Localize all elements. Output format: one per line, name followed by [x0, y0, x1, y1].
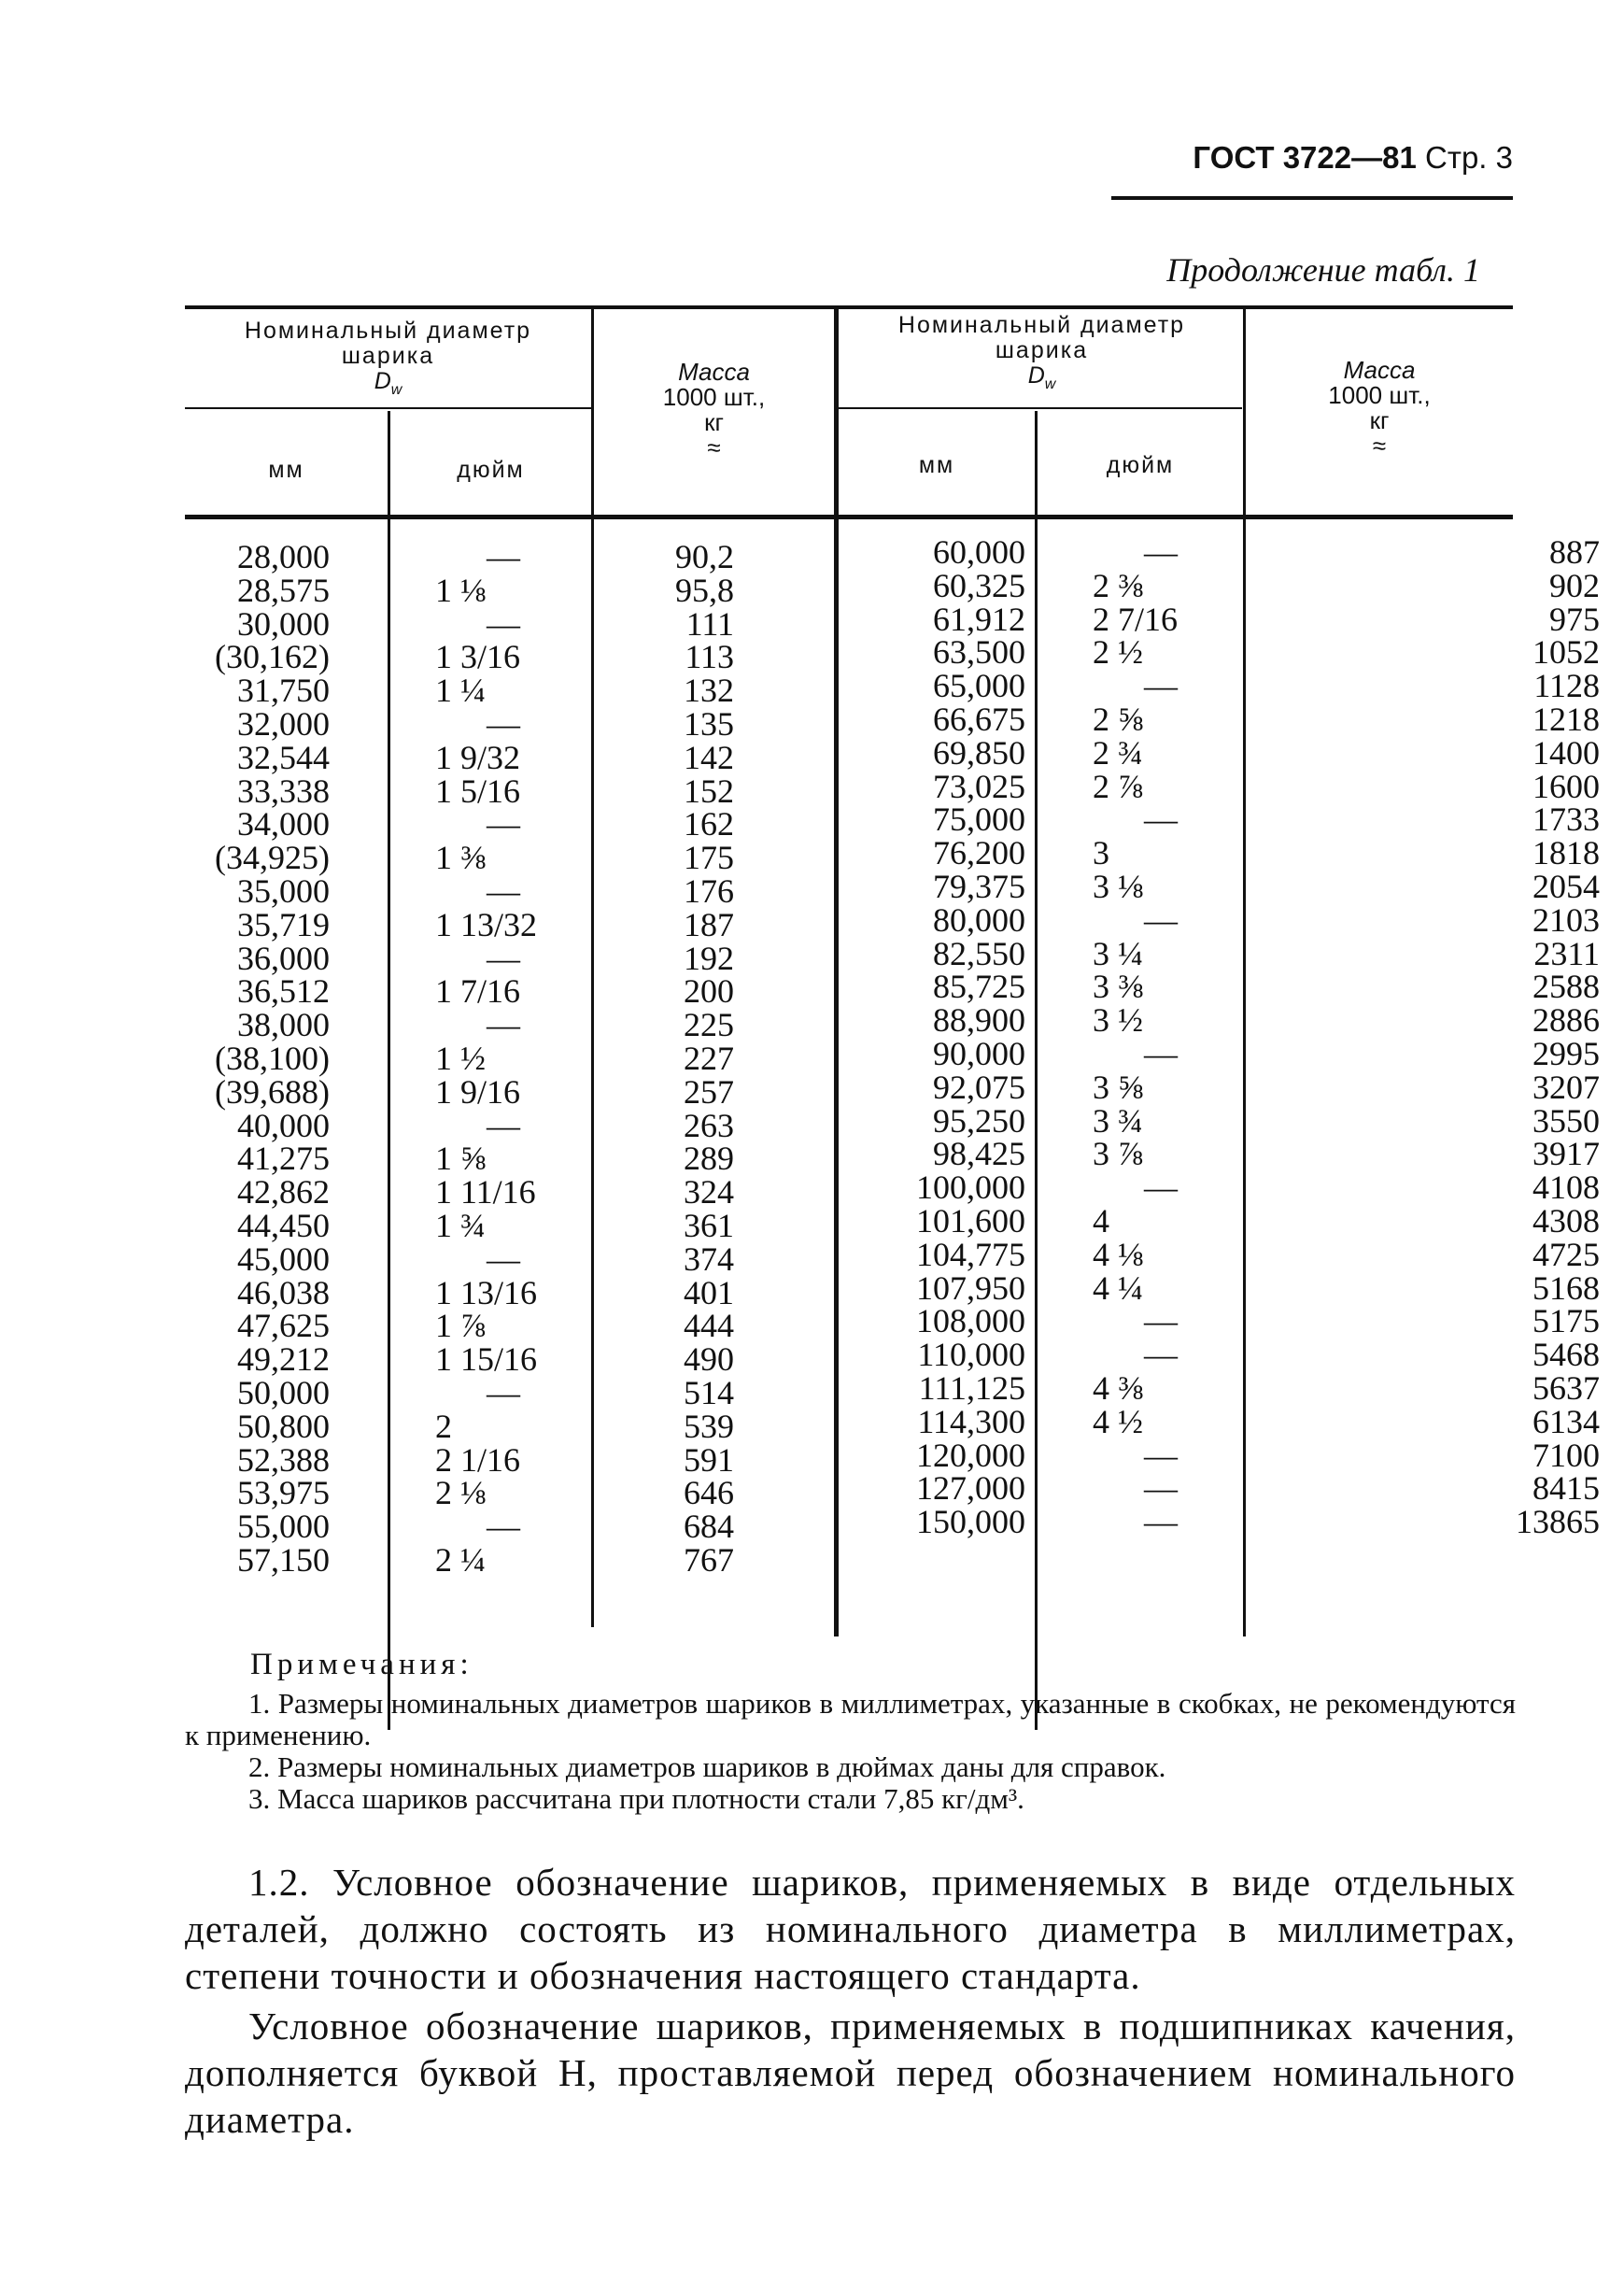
left-in-cell: 1 13/32 — [435, 905, 538, 943]
left-mm-cell: 35,719 — [237, 905, 330, 943]
left-mm-cell: 30,000 — [237, 604, 330, 643]
header-mm-left: мм — [268, 457, 304, 483]
header-mass-qty: 1000 шт., — [662, 383, 766, 411]
left-mass-cell: 324 — [684, 1173, 734, 1211]
right-mm-cell: 101,600 — [916, 1201, 1025, 1240]
left-mm-cell: 47,625 — [237, 1307, 330, 1345]
right-mm-cell: 98,425 — [933, 1135, 1025, 1173]
right-in-cell: — — [1144, 1336, 1178, 1374]
left-mm-cell: 34,000 — [237, 805, 330, 843]
right-in-cell: 3 — [1093, 834, 1109, 872]
header-inch-left: дюйм — [457, 457, 525, 483]
header-mass-unit: кг — [704, 408, 724, 436]
right-in-cell: 4 ⅛ — [1093, 1235, 1143, 1273]
header-mass-text: Масса — [678, 358, 750, 386]
left-mass-cell: 227 — [684, 1039, 734, 1077]
right-mm-cell: 120,000 — [916, 1436, 1025, 1474]
left-in-cell: 1 3/16 — [435, 638, 521, 676]
right-mass-cell: 5168 — [1532, 1268, 1600, 1307]
left-in-cell: — — [487, 604, 520, 643]
left-mm-cell: 38,000 — [237, 1006, 330, 1044]
right-in-cell: — — [1144, 1503, 1178, 1541]
symbol-w: w — [390, 382, 402, 398]
right-mass-cell: 5175 — [1532, 1302, 1600, 1340]
left-in-cell: 1 ⅞ — [435, 1307, 486, 1345]
right-in-cell: — — [1144, 667, 1178, 705]
right-mass-cell: 4725 — [1532, 1235, 1600, 1273]
left-mm-cell: 53,975 — [237, 1474, 330, 1512]
right-mm-cell: 110,000 — [917, 1336, 1025, 1374]
left-in-cell: — — [487, 939, 520, 977]
right-mass-column — [1371, 533, 1600, 1541]
left-mm-cell: 36,000 — [237, 939, 330, 977]
left-mm-cell: 40,000 — [237, 1106, 330, 1144]
symbol-dw — [185, 369, 591, 403]
approx-symbol: ≈ — [707, 433, 721, 461]
right-mm-cell: 150,000 — [916, 1503, 1025, 1541]
left-mm-cell: 32,000 — [237, 704, 330, 743]
left-mm-cell: (38,100) — [215, 1039, 330, 1077]
left-mass-cell: 225 — [684, 1006, 734, 1044]
table-continuation-label: Продолжение табл. 1 — [1166, 251, 1480, 289]
left-in-cell: 1 ½ — [435, 1039, 486, 1077]
left-in-cell: — — [487, 1240, 520, 1278]
left-mm-cell: (39,688) — [215, 1072, 330, 1111]
right-mass-cell: 6134 — [1532, 1402, 1600, 1440]
left-mass-cell: 200 — [684, 972, 734, 1011]
notes — [185, 1649, 1516, 1815]
left-mass-cell: 257 — [684, 1072, 734, 1111]
left-mass-cell: 490 — [684, 1340, 734, 1379]
header-mass-right — [1246, 358, 1513, 459]
header-diameter-text: Номинальный диаметр — [244, 318, 532, 344]
left-mass-cell: 162 — [684, 805, 734, 843]
header-mass-text: Масса — [1343, 356, 1416, 384]
note-2: 2. Размеры номинальных диаметров шариков в дюймах даны для справок. — [248, 1750, 1166, 1783]
right-mm-cell: 79,375 — [933, 867, 1025, 905]
right-mass-cell: 7100 — [1532, 1436, 1600, 1474]
header-diameter-left — [185, 319, 591, 403]
left-mass-cell: 401 — [684, 1273, 734, 1311]
symbol-d: D — [374, 368, 391, 394]
left-mass-cell: 444 — [684, 1307, 734, 1345]
right-mm-cell: 127,000 — [916, 1469, 1025, 1508]
left-in-cell: 2 ⅛ — [435, 1474, 486, 1512]
left-mm-column — [185, 538, 330, 1579]
left-in-cell: — — [487, 805, 520, 843]
right-inch-column — [1093, 533, 1233, 1541]
right-mm-cell: 107,950 — [916, 1268, 1025, 1307]
right-in-cell: 4 ⅜ — [1093, 1368, 1143, 1407]
left-mm-cell: 32,544 — [237, 738, 330, 776]
right-in-cell: 3 ⅜ — [1093, 968, 1143, 1006]
right-in-cell: 2 ½ — [1093, 633, 1143, 672]
right-mass-cell: 2995 — [1532, 1034, 1600, 1072]
left-mm-cell: 46,038 — [237, 1273, 330, 1311]
left-in-cell: — — [487, 1106, 520, 1144]
right-mm-cell: 82,550 — [933, 934, 1025, 972]
right-mass-cell: 1128 — [1533, 667, 1600, 705]
right-mm-cell: 111,125 — [918, 1368, 1025, 1407]
symbol-dw — [839, 363, 1245, 397]
left-mm-cell: 44,450 — [237, 1206, 330, 1244]
left-mass-cell: 263 — [684, 1106, 734, 1144]
left-mm-cell: 50,800 — [237, 1407, 330, 1445]
left-mm-cell: 45,000 — [237, 1240, 330, 1278]
left-mm-cell: 31,750 — [237, 672, 330, 710]
left-mm-cell: 41,275 — [237, 1140, 330, 1178]
approx-symbol: ≈ — [1372, 432, 1387, 460]
left-in-cell: — — [487, 871, 520, 910]
left-in-cell: 1 ¼ — [435, 672, 486, 710]
right-mass-cell: 4108 — [1532, 1169, 1600, 1207]
left-in-cell: 1 11/16 — [435, 1173, 536, 1211]
right-in-cell: 4 ½ — [1093, 1402, 1143, 1440]
left-mass-cell: 132 — [684, 672, 734, 710]
right-mm-cell: 95,250 — [933, 1101, 1025, 1140]
left-mm-cell: 55,000 — [237, 1508, 330, 1546]
header-ball-text: шарика — [995, 337, 1089, 363]
right-in-cell: 2 ¾ — [1093, 733, 1143, 772]
right-mass-cell: 13865 — [1516, 1503, 1600, 1541]
left-in-cell: 1 15/16 — [435, 1340, 538, 1379]
left-mm-cell: 52,388 — [237, 1440, 330, 1479]
right-mm-cell: 69,850 — [933, 733, 1025, 772]
left-mass-cell: 113 — [685, 638, 734, 676]
left-mm-cell: (30,162) — [215, 638, 330, 676]
right-in-cell: 4 — [1093, 1201, 1109, 1240]
right-in-cell: 3 ½ — [1093, 1001, 1143, 1040]
right-in-cell: — — [1144, 1034, 1178, 1072]
right-in-cell: 2 7/16 — [1093, 600, 1179, 638]
right-in-cell: 3 ¾ — [1093, 1101, 1143, 1140]
paragraph-1-2: 1.2. Условное обозначение шариков, применяемых в виде отдельных деталей, должно состоять из номинального диаметра в миллиметрах, степени точности и обозначения настоящего стандарта. — [185, 1861, 1516, 1997]
right-mm-cell: 114,300 — [917, 1402, 1025, 1440]
left-in-cell: 1 ⅝ — [435, 1140, 486, 1178]
left-mass-cell: 361 — [684, 1206, 734, 1244]
right-mass-cell: 2886 — [1532, 1001, 1600, 1040]
ball-table — [185, 294, 1600, 1639]
left-mass-cell: 646 — [684, 1474, 734, 1512]
left-in-cell: — — [487, 1508, 520, 1546]
standard-code: ГОСТ 3722—81 — [1193, 140, 1417, 175]
right-in-cell: — — [1144, 1436, 1178, 1474]
right-mass-cell: 2311 — [1533, 934, 1600, 972]
notes-title: Примечания: — [250, 1648, 473, 1681]
note-3: 3. Масса шариков рассчитана при плотности стали 7,85 кг/дм³. — [248, 1782, 1024, 1815]
right-in-cell: — — [1144, 1302, 1178, 1340]
header-bottom-rule — [185, 515, 1513, 519]
left-mass-cell: 591 — [684, 1440, 734, 1479]
right-mm-cell: 60,000 — [933, 533, 1025, 571]
right-mass-cell: 3207 — [1532, 1068, 1600, 1106]
left-mm-cell: 42,862 — [237, 1173, 330, 1211]
left-mm-cell: 49,212 — [237, 1340, 330, 1379]
right-mass-cell: 4308 — [1532, 1201, 1600, 1240]
right-in-cell: — — [1144, 1169, 1178, 1207]
page-number: Стр. 3 — [1425, 140, 1513, 175]
left-in-cell: — — [487, 538, 520, 575]
left-in-cell: 1 ¾ — [435, 1206, 486, 1244]
right-mass-cell: 1600 — [1532, 767, 1600, 805]
header-mass-unit: кг — [1369, 406, 1390, 434]
paragraph-designation: Условное обозначение шариков, применяемых в подшипниках качения, дополняется буквой Н, проставляемой перед обозначением номинального диаметра. — [185, 2005, 1516, 2141]
header-diameter-text: Номинальный диаметр — [897, 312, 1186, 338]
right-mass-cell: 2054 — [1532, 867, 1600, 905]
right-mass-cell: 1052 — [1532, 633, 1600, 672]
page-header — [1121, 140, 1513, 176]
left-in-cell: — — [487, 704, 520, 743]
vrule-4 — [1035, 411, 1038, 1730]
right-mass-cell: 3550 — [1532, 1101, 1600, 1140]
right-mm-cell: 90,000 — [933, 1034, 1025, 1072]
right-in-cell: — — [1144, 533, 1178, 571]
left-mass-cell: 142 — [684, 738, 734, 776]
right-mm-cell: 63,500 — [933, 633, 1025, 672]
right-in-cell: — — [1144, 800, 1178, 839]
left-mass-cell: 767 — [684, 1540, 734, 1579]
right-mm-cell: 85,725 — [933, 968, 1025, 1006]
left-mass-cell: 192 — [684, 939, 734, 977]
right-mass-cell: 5468 — [1532, 1336, 1600, 1374]
right-in-cell: — — [1144, 1469, 1178, 1508]
header-subrule-right — [836, 407, 1242, 409]
right-mass-cell: 887 — [1549, 533, 1600, 571]
left-in-cell: 1 9/32 — [435, 738, 521, 776]
right-in-cell: 2 ⅜ — [1093, 566, 1143, 604]
right-mm-cell: 100,000 — [916, 1169, 1025, 1207]
right-mm-cell: 76,200 — [933, 834, 1025, 872]
right-in-cell: 3 ⅞ — [1093, 1135, 1143, 1173]
left-mass-cell: 539 — [684, 1407, 734, 1445]
left-in-cell: 2 — [435, 1407, 452, 1445]
left-in-cell: — — [487, 1006, 520, 1044]
body-text — [185, 1859, 1516, 2146]
left-mass-cell: 135 — [684, 704, 734, 743]
left-in-cell: 2 1/16 — [435, 1440, 521, 1479]
left-mass-cell: 684 — [684, 1508, 734, 1546]
right-mass-cell: 1818 — [1532, 834, 1600, 872]
right-in-cell: 3 ¼ — [1093, 934, 1143, 972]
right-in-cell: 4 ¼ — [1093, 1268, 1143, 1307]
left-mm-cell: 28,575 — [237, 571, 330, 609]
right-in-cell: 2 ⅞ — [1093, 767, 1143, 805]
left-mass-cell: 111 — [685, 604, 734, 643]
header-rule — [1111, 196, 1513, 200]
left-in-cell: 1 13/16 — [435, 1273, 538, 1311]
right-mass-cell: 1218 — [1532, 700, 1600, 738]
left-mass-cell: 374 — [684, 1240, 734, 1278]
right-in-cell: 3 ⅝ — [1093, 1068, 1143, 1106]
right-mass-cell: 975 — [1549, 600, 1600, 638]
left-mm-cell: 28,000 — [237, 538, 330, 575]
header-ball-text: шарика — [341, 343, 435, 369]
header-mass-left — [594, 360, 834, 460]
left-mass-cell: 175 — [684, 839, 734, 877]
left-in-cell: 1 9/16 — [435, 1072, 521, 1111]
left-in-cell: 1 7/16 — [435, 972, 521, 1011]
header-diameter-right — [839, 313, 1245, 397]
right-mass-cell: 2103 — [1532, 900, 1600, 939]
header-mm-right: мм — [918, 452, 955, 478]
left-in-cell: — — [487, 1373, 520, 1411]
right-mm-column — [671, 533, 1025, 1541]
header-inch-right: дюйм — [1106, 452, 1175, 478]
right-mm-cell: 104,775 — [916, 1235, 1025, 1273]
left-mass-cell: 90,2 — [675, 538, 734, 575]
left-mm-cell: 36,512 — [237, 972, 330, 1011]
right-mass-cell: 902 — [1549, 566, 1600, 604]
right-in-cell: — — [1144, 900, 1178, 939]
left-mm-cell: 50,000 — [237, 1373, 330, 1411]
left-mass-cell: 514 — [684, 1373, 734, 1411]
left-in-cell: 1 ⅜ — [435, 839, 486, 877]
vrule-5 — [1243, 305, 1246, 1636]
left-mass-cell: 95,8 — [675, 571, 734, 609]
right-mm-cell: 65,000 — [933, 667, 1025, 705]
right-mm-cell: 88,900 — [933, 1001, 1025, 1040]
right-mass-cell: 5637 — [1532, 1368, 1600, 1407]
right-in-cell: 3 ⅛ — [1093, 867, 1143, 905]
left-mass-cell: 187 — [684, 905, 734, 943]
right-mm-cell: 60,325 — [933, 566, 1025, 604]
symbol-w: w — [1044, 376, 1056, 392]
left-mass-cell: 289 — [684, 1140, 734, 1178]
right-mm-cell: 61,912 — [933, 600, 1025, 638]
vrule-1 — [388, 411, 390, 1730]
left-mm-cell: 33,338 — [237, 772, 330, 810]
symbol-d: D — [1027, 362, 1045, 389]
right-mass-cell: 3917 — [1532, 1135, 1600, 1173]
right-mass-cell: 1733 — [1532, 800, 1600, 839]
left-in-cell: 2 ¼ — [435, 1540, 486, 1579]
right-in-cell: 2 ⅝ — [1093, 700, 1143, 738]
left-mm-cell: (34,925) — [215, 839, 330, 877]
right-mass-cell: 2588 — [1532, 968, 1600, 1006]
left-mm-cell: 35,000 — [237, 871, 330, 910]
right-mm-cell: 73,025 — [933, 767, 1025, 805]
header-subrule-left — [185, 407, 591, 409]
left-mass-cell: 176 — [684, 871, 734, 910]
right-mass-cell: 8415 — [1532, 1469, 1600, 1508]
left-mass-cell: 152 — [684, 772, 734, 810]
left-mm-cell: 57,150 — [237, 1540, 330, 1579]
left-in-cell: 1 5/16 — [435, 772, 521, 810]
right-mm-cell: 108,000 — [916, 1302, 1025, 1340]
table-top-rule — [185, 305, 1513, 309]
header-mass-qty: 1000 шт., — [1328, 381, 1431, 409]
left-in-cell: 1 ⅛ — [435, 571, 486, 609]
right-mm-cell: 92,075 — [933, 1068, 1025, 1106]
right-mm-cell: 66,675 — [933, 700, 1025, 738]
right-mass-cell: 1400 — [1532, 733, 1600, 772]
right-mm-cell: 75,000 — [933, 800, 1025, 839]
note-1: 1. Размеры номинальных диаметров шариков в миллиметрах, указанные в скобках, не рекомендуются к применению. — [185, 1687, 1516, 1751]
right-mm-cell: 80,000 — [933, 900, 1025, 939]
